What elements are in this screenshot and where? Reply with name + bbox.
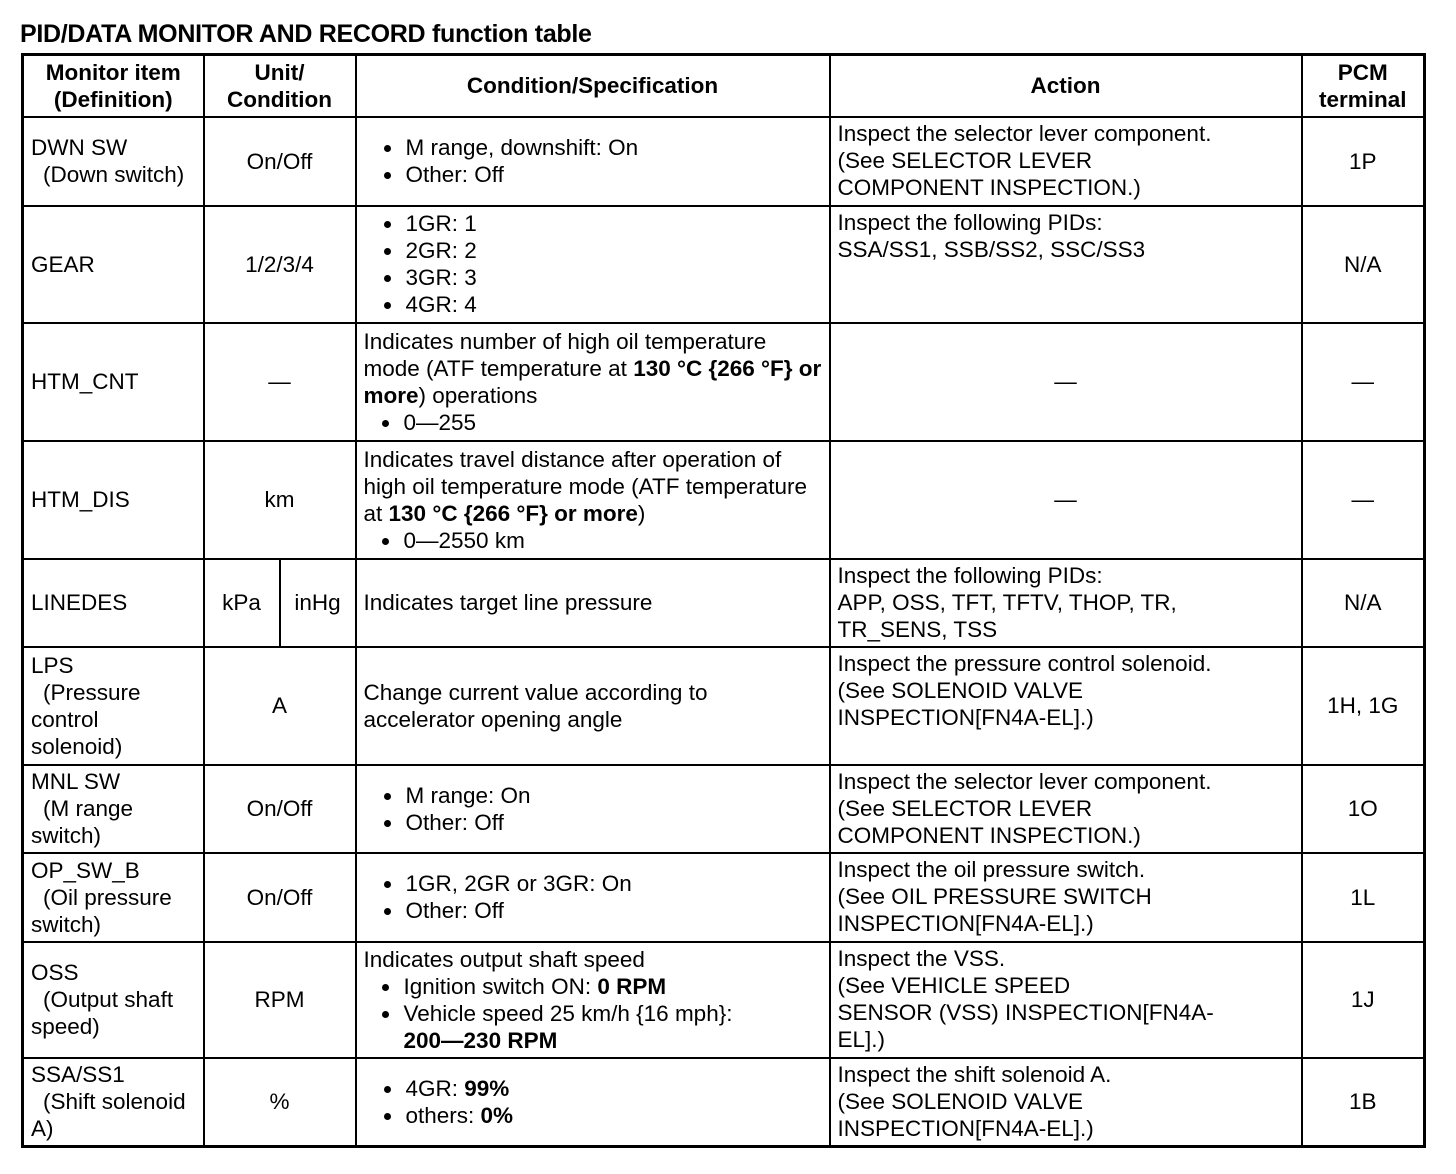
action: Inspect the selector lever component. (See SELECTOR LEVER COMPONENT INSPECTION.)	[830, 117, 1302, 206]
action: Inspect the following PIDs: APP, OSS, TFT, TFTV, THOP, TR, TR_SENS, TSS	[830, 559, 1302, 647]
unit: On/Off	[204, 765, 356, 853]
monitor-item: OSS (Output shaft speed)	[23, 942, 204, 1058]
table-row	[23, 117, 1425, 206]
unit: On/Off	[204, 117, 356, 206]
table-row	[23, 559, 1425, 647]
pcm-terminal: 1O	[1302, 765, 1425, 853]
action: Inspect the following PIDs: SSA/SS1, SSB/SS2, SSC/SS3	[830, 206, 1302, 323]
header-pcm: PCM terminal	[1302, 55, 1425, 117]
pcm-terminal: N/A	[1302, 559, 1425, 647]
unit: RPM	[204, 942, 356, 1058]
condition-spec: • 1GR: 1 • 2GR: 2 • 3GR: 3 • 4GR: 4	[356, 206, 830, 323]
condition-spec: Indicates target line pressure	[356, 559, 830, 647]
monitor-item: HTM_DIS	[23, 441, 204, 559]
monitor-item: OP_SW_B (Oil pressure switch)	[23, 853, 204, 942]
action: Inspect the selector lever component. (See SELECTOR LEVER COMPONENT INSPECTION.)	[830, 765, 1302, 853]
pcm-terminal: 1J	[1302, 942, 1425, 1058]
table-row	[23, 765, 1425, 853]
header-row	[23, 55, 1425, 117]
header-monitor-item: Monitor item (Definition)	[23, 55, 204, 117]
table-row	[23, 647, 1425, 765]
unit: —	[204, 323, 356, 441]
header-action: Action	[830, 55, 1302, 117]
unit: %	[204, 1058, 356, 1147]
action: Inspect the oil pressure switch. (See OIL PRESSURE SWITCH INSPECTION[FN4A-EL].)	[830, 853, 1302, 942]
unit: 1/2/3/4	[204, 206, 356, 323]
action: Inspect the shift solenoid A. (See SOLENOID VALVE INSPECTION[FN4A-EL].)	[830, 1058, 1302, 1147]
table-row	[23, 206, 1425, 323]
header-condition: Condition/Specification	[356, 55, 830, 117]
pcm-terminal: 1P	[1302, 117, 1425, 206]
unit: A	[204, 647, 356, 765]
unit-inhg: inHg	[280, 559, 356, 647]
action: Inspect the VSS. (See VEHICLE SPEED SENSOR (VSS) INSPECTION[FN4A- EL].)	[830, 942, 1302, 1058]
action: —	[830, 441, 1302, 559]
unit: On/Off	[204, 853, 356, 942]
table-row	[23, 323, 1425, 441]
monitor-item: SSA/SS1 (Shift solenoid A)	[23, 1058, 204, 1147]
monitor-item: LINEDES	[23, 559, 204, 647]
header-unit: Unit/ Condition	[204, 55, 356, 117]
unit: km	[204, 441, 356, 559]
pid-data-table	[21, 53, 1426, 1148]
table-row	[23, 942, 1425, 1058]
monitor-item: HTM_CNT	[23, 323, 204, 441]
condition-spec: • 1GR, 2GR or 3GR: On • Other: Off	[356, 853, 830, 942]
condition-spec: Indicates travel distance after operation of high oil temperature mode (ATF temperature at 130 °C {266 °F} or more) • 0—2550 km	[356, 441, 830, 559]
page-title: PID/DATA MONITOR AND RECORD function table	[20, 20, 592, 48]
action: —	[830, 323, 1302, 441]
pcm-terminal: —	[1302, 323, 1425, 441]
pcm-terminal: N/A	[1302, 206, 1425, 323]
monitor-item: DWN SW (Down switch)	[23, 117, 204, 206]
pcm-terminal: 1L	[1302, 853, 1425, 942]
unit-kpa: kPa	[204, 559, 280, 647]
condition-spec: Indicates output shaft speed • Ignition switch ON: 0 RPM • Vehicle speed 25 km/h {16 mph}: 200—230 RPM	[356, 942, 830, 1058]
condition-spec: • M range: On • Other: Off	[356, 765, 830, 853]
table-row	[23, 441, 1425, 559]
monitor-item: MNL SW (M range switch)	[23, 765, 204, 853]
pcm-terminal: 1B	[1302, 1058, 1425, 1147]
condition-spec: • M range, downshift: On • Other: Off	[356, 117, 830, 206]
monitor-item: LPS (Pressure control solenoid)	[23, 647, 204, 765]
action: Inspect the pressure control solenoid. (See SOLENOID VALVE INSPECTION[FN4A-EL].)	[830, 647, 1302, 765]
condition-spec: Change current value according to accelerator opening angle	[356, 647, 830, 765]
pcm-terminal: 1H, 1G	[1302, 647, 1425, 765]
condition-spec: • 4GR: 99% • others: 0%	[356, 1058, 830, 1147]
table-row	[23, 853, 1425, 942]
condition-spec: Indicates number of high oil temperature mode (ATF temperature at 130 °C {266 °F} or more) operations • 0—255	[356, 323, 830, 441]
pcm-terminal: —	[1302, 441, 1425, 559]
monitor-item: GEAR	[23, 206, 204, 323]
table-row	[23, 1058, 1425, 1147]
